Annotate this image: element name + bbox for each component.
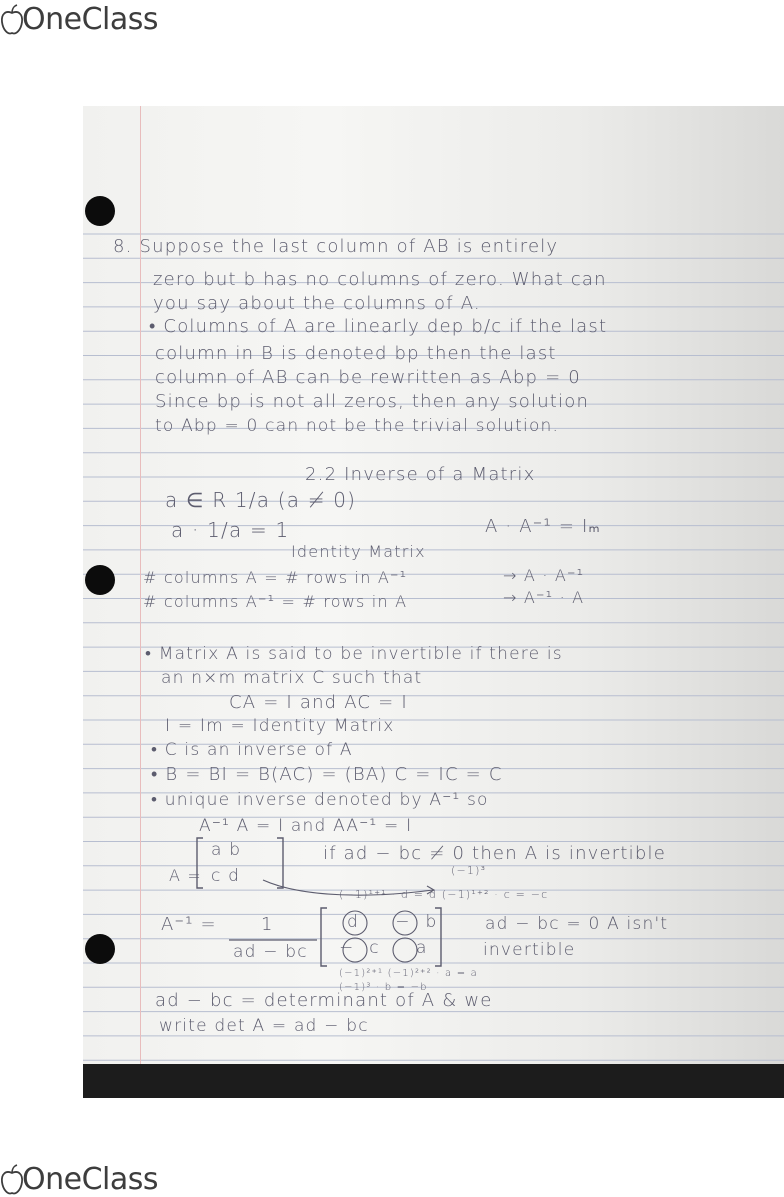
oneclass-logo [0,1162,158,1197]
note-line: • unique inverse denoted by A⁻¹ so [151,790,489,810]
oneclass-logo [0,2,158,37]
note-line: • Columns of A are linearly dep b/c if the last [149,316,608,337]
apple-icon [0,4,24,36]
note-line: an n×m matrix C such that [161,668,423,688]
note-line: zero but b has no columns of zero. What can [153,269,607,290]
note-line: a ∈ R 1/a (a ≠ 0) [165,488,357,512]
binder-hole [85,565,115,595]
note-line: write det A = ad − bc [159,1016,369,1036]
matrix-row: c d [211,866,241,886]
note-line: I = Im = Identity Matrix [165,716,395,736]
binder-hole [85,934,115,964]
cofactor-arrow [243,876,443,906]
cofactor-note: (−1)¹⁺¹ · d = d (−1)¹⁺² · c = −c [339,888,549,901]
note-line: • Matrix A is said to be invertible if there is [145,644,563,664]
apple-icon [0,1164,24,1196]
note-line: column in B is denoted bp then the last [155,343,557,364]
note-line: ad − bc = 0 A isn't [485,914,669,934]
note-line: • B = BI = B(AC) = (BA) C = IC = C [151,764,503,785]
cofactor-note: (−1)³ [451,864,487,877]
binder-hole [85,196,115,226]
note-line: # columns A⁻¹ = # rows in A [143,592,408,611]
inverse-label: A⁻¹ = [161,914,217,935]
note-line: ad − bc = determinant of A & we [155,990,493,1011]
note-line: CA = I and AC = I [229,692,408,713]
note-line: to Abp = 0 can not be the trivial solution. [155,416,560,436]
brand-name: OneClass [22,1162,159,1197]
note-line: Since bp is not all zeros, then any solution [155,391,590,412]
note-line: invertible [483,940,576,960]
brand-name: OneClass [22,2,159,37]
adjugate-row: d −b [347,912,453,932]
cofactor-note: (−1)³ · b = −b [339,982,428,993]
adjugate-row: −c a [339,938,443,958]
note-line: you say about the columns of A. [153,293,481,314]
note-line: 8. Suppose the last column of AB is entirely [113,236,559,257]
notebook-page [83,106,784,1064]
note-line: # columns A = # rows in A⁻¹ [143,568,408,587]
fraction-denominator: ad − bc [233,942,308,962]
note-line: Identity Matrix [291,542,426,561]
section-heading: 2.2 Inverse of a Matrix [305,464,536,485]
note-line: A · A⁻¹ = Iₘ [485,516,601,537]
note-line: a · 1/a = 1 [171,518,290,542]
cofactor-note: (−1)²⁺¹ (−1)²⁺² · a = a [339,968,478,979]
note-line: column of AB can be rewritten as Abp = 0 [155,367,581,388]
fraction-numerator: 1 [261,914,274,935]
note-line: → A⁻¹ · A [503,588,585,607]
scan-shadow [83,1064,784,1098]
note-line: → A · A⁻¹ [503,566,585,585]
note-line: A⁻¹ A = I and AA⁻¹ = I [199,816,413,836]
note-line: if ad − bc ≠ 0 then A is invertible [323,843,666,864]
matrix-row: a b [211,840,242,860]
note-line: • C is an inverse of A [151,740,353,760]
matrix-label: A = [169,866,203,885]
